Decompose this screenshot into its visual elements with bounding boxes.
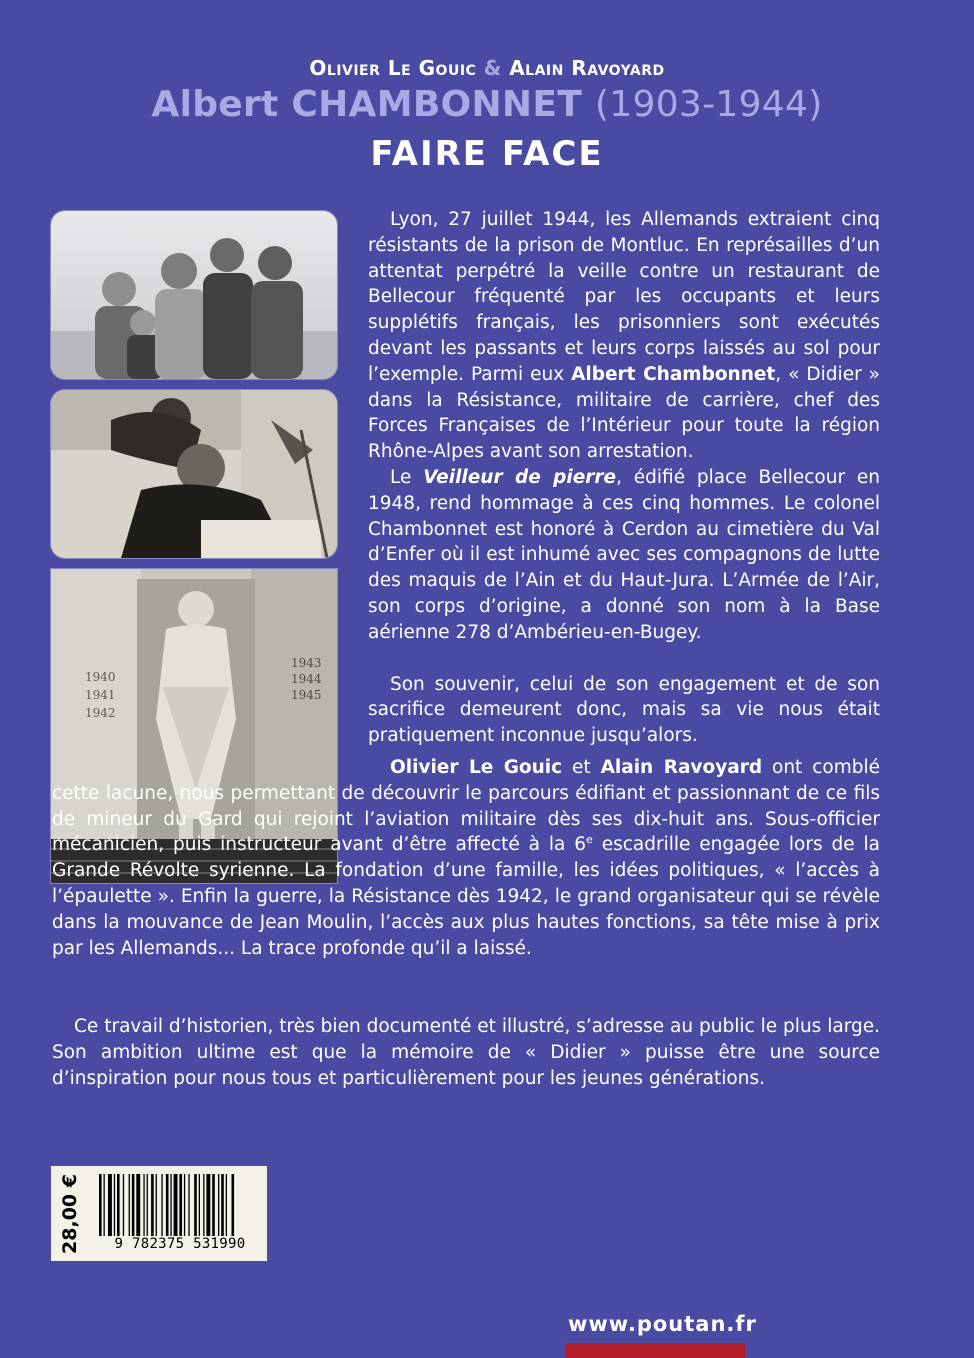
barcode-bar: [143, 1174, 144, 1236]
memorial-year-1943: 1943: [291, 656, 322, 670]
isbn-number: 9 782375 531990: [114, 1236, 246, 1252]
barcode-bar: [108, 1174, 112, 1236]
author-2: Alain Ravoyard: [509, 56, 665, 80]
photo-children: [51, 211, 337, 379]
paragraph-4-wrap: [52, 755, 880, 959]
barcode-bar: [232, 1174, 235, 1236]
paragraph-5: Ce travail d’historien, très bien documenté et illustré, s’adresse au public le plus large. Son ambition ultime est que la mémoire de « Didier » puisse être une source d’inspiration pour nous tous et particulièrement pour les jeunes générations.: [52, 1016, 880, 1089]
red-band: [565, 1343, 745, 1358]
title-years: (1903-1944): [594, 84, 823, 125]
book-subtitle: FAIRE FACE: [370, 134, 604, 174]
barcode-bar: [99, 1174, 102, 1236]
book-title: [0, 84, 974, 125]
barcode-bar: [123, 1174, 124, 1236]
title-name: Albert CHAMBONNET: [151, 84, 583, 125]
barcode-bar: [132, 1174, 135, 1236]
barcode-bar: [170, 1174, 171, 1236]
barcode-bar: [161, 1174, 162, 1236]
barcode-bar: [151, 1174, 154, 1236]
price: 28,00 €: [59, 1174, 81, 1254]
memorial-year-1941: 1941: [85, 688, 116, 702]
author-1: Olivier Le Gouic: [309, 56, 477, 80]
barcode-bar: [179, 1174, 182, 1236]
barcode-bar: [212, 1174, 215, 1236]
barcode-bar: [147, 1174, 148, 1236]
barcode-bar: [221, 1174, 224, 1236]
paragraph-1: Lyon, 27 juillet 1944, les Allemands extraient cinq résistants de la prison de Montluc. En représailles d’un attentat perpétré la veille contre un restaurant de Bellecour fréquenté par les occupants et leurs supplétifs français, les prisonniers sont exécutés devant les passants et leurs corps laissés au sol pour l’exemple. Parmi eux Albert Chambonnet, « Didier » dans la Résistance, militaire de carrière, chef des Forces Françaises de l’Intérieur pour toute la région Rhône-Alpes avant son arrestation.: [368, 209, 880, 463]
publisher-website[interactable]: www.poutan.fr: [568, 1312, 757, 1336]
authors-line: [0, 56, 974, 80]
barcode-bar: [156, 1174, 157, 1236]
barcode-bar: [203, 1174, 204, 1236]
body-column: [368, 207, 880, 749]
italic-veilleur-de-pierre: Veilleur de pierre: [423, 466, 617, 488]
photo-man-writing: [51, 390, 337, 558]
barcode-bar: [226, 1174, 227, 1236]
barcode-bar: [114, 1174, 115, 1236]
barcode-bar: [218, 1174, 219, 1236]
paragraph-4: Olivier Le Gouic et Alain Ravoyard ont comblé cette lacune, nous permettant de découvrir le parcours édifiant et passionnant de ce fils de mineur du Gard qui rejoint l’aviation militaire dès ses dix-huit ans. Sous-officier mécanicien, puis instructeur avant d’être affecté à la 6e escadrille engagée lors de la Grande Révolte syrienne. La fondation d’une famille, les idées politiques, « l’accès à l’épaulette ». Enfin la guerre, la Résistance dès 1942, le grand organisateur qui se révèle dans la mouvance de Jean Moulin, l’accès aux plus hautes fonctions, sa tête mise à prix par les Allemands... La trace profonde qu’il a laissé.: [52, 757, 880, 959]
memorial-year-1944: 1944: [291, 672, 322, 686]
barcode-label: [51, 1166, 267, 1261]
barcode-bar: [199, 1174, 200, 1236]
memorial-year-1945: 1945: [291, 688, 322, 702]
barcode-bar: [174, 1174, 178, 1236]
barcode-bar: [166, 1174, 169, 1236]
barcode-bar: [206, 1174, 210, 1236]
bold-author-1: Olivier Le Gouic: [390, 757, 563, 778]
memorial-year-1942: 1942: [85, 706, 116, 720]
memorial-year-1940: 1940: [85, 670, 116, 684]
paragraph-3: Son souvenir, celui de son engagement et de son sacrifice demeurent donc, mais sa vie nous était pratiquement inconnue jusqu’alors.: [368, 673, 880, 747]
barcode-bar: [129, 1174, 130, 1236]
barcode-bar: [117, 1174, 120, 1236]
barcode-bar: [104, 1174, 105, 1236]
barcode-bars: [99, 1174, 263, 1236]
bold-albert-chambonnet: Albert Chambonnet: [571, 363, 776, 385]
paragraph-5-wrap: [52, 1014, 880, 1091]
barcode-bar: [136, 1174, 140, 1236]
barcode-bar: [194, 1174, 197, 1236]
barcode-bar: [188, 1174, 189, 1236]
barcode-bar: [184, 1174, 185, 1236]
paragraph-2: Le Veilleur de pierre, édifié place Bellecour en 1948, rend hommage à ces cinq hommes. Le colonel Chambonnet est honoré à Cerdon au cimetière du Val d’Enfer où il est inhumé avec ses compagnons de lutte des maquis de l’Ain et du Haut-Jura. L’Armée de l’Air, son corps d’origine, a donné son nom à la Base aérienne 278 d’Ambérieu-en-Bugey.: [368, 466, 881, 643]
ampersand: &: [483, 56, 502, 80]
bold-author-2: Alain Ravoyard: [600, 757, 763, 778]
